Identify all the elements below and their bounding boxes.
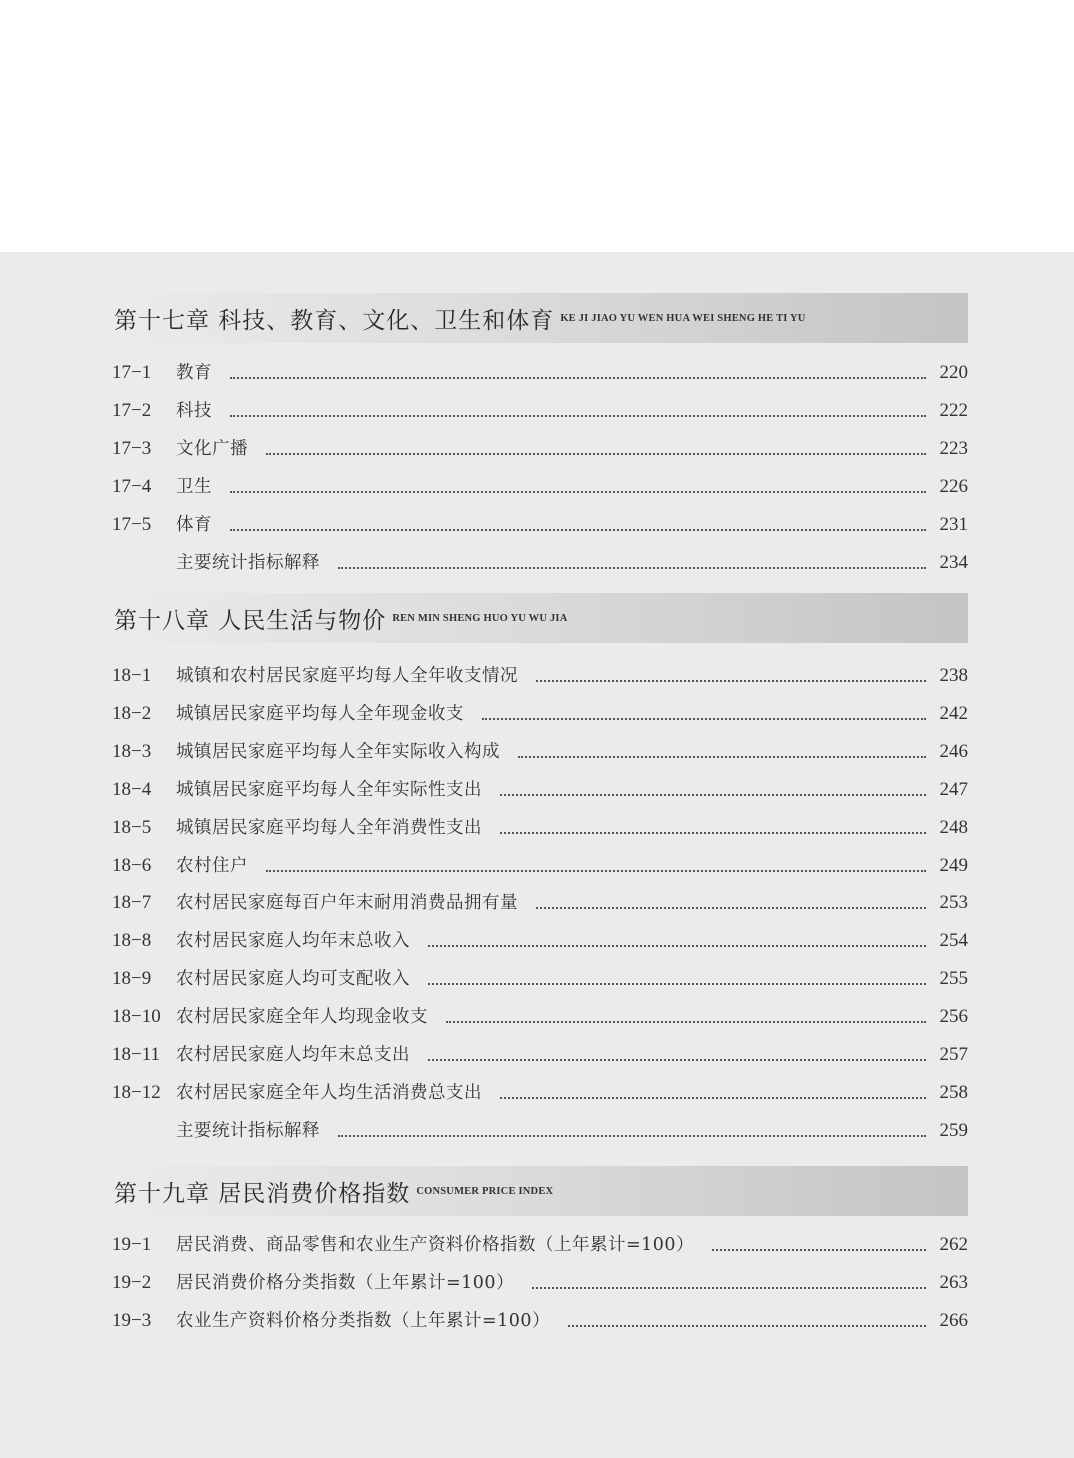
entry-number: 18−11 — [112, 1044, 161, 1065]
toc-entry[interactable] — [112, 854, 968, 878]
entry-number: 18−5 — [112, 817, 152, 838]
entry-title: 城镇居民家庭平均每人全年消费性支出 — [176, 818, 482, 838]
entry-number: 17−1 — [112, 362, 152, 383]
entry-page: 262 — [939, 1234, 968, 1255]
entry-title: 主要统计指标解释 — [176, 553, 320, 573]
dot-leader — [338, 1135, 926, 1137]
dot-leader — [230, 377, 926, 379]
entry-page: 220 — [939, 362, 968, 383]
top-blank-margin — [0, 0, 1074, 252]
dot-leader — [482, 718, 926, 720]
entry-title: 卫生 — [176, 477, 212, 497]
entry-title: 教育 — [176, 363, 212, 383]
chapter-title-en: CONSUMER PRICE INDEX — [416, 1185, 554, 1197]
entry-number: 19−3 — [112, 1310, 152, 1331]
dot-leader — [428, 983, 926, 985]
entry-page: 253 — [939, 892, 968, 913]
dot-leader — [338, 567, 926, 569]
toc-entry[interactable] — [112, 1119, 968, 1143]
entry-number: 18−7 — [112, 892, 152, 913]
entry-number: 18−9 — [112, 968, 152, 989]
dot-leader — [536, 680, 926, 682]
toc-entry[interactable] — [112, 664, 968, 688]
toc-entry[interactable] — [112, 1309, 968, 1333]
entry-title: 农业生产资料价格分类指数（上年累计=100） — [176, 1311, 551, 1331]
dot-leader — [568, 1325, 926, 1327]
entry-page: 258 — [939, 1082, 968, 1103]
entry-number: 18−12 — [112, 1082, 161, 1103]
entry-page: 222 — [939, 400, 968, 421]
entry-page: 254 — [939, 930, 968, 951]
entry-number: 18−1 — [112, 665, 152, 686]
toc-entry[interactable] — [112, 891, 968, 915]
entry-title: 农村居民家庭人均年末总收入 — [176, 931, 410, 951]
entry-number: 18−10 — [112, 1006, 161, 1027]
entry-page: 238 — [939, 665, 968, 686]
entry-title: 农村居民家庭全年人均现金收支 — [176, 1007, 428, 1027]
toc-entry[interactable] — [112, 1233, 968, 1257]
entry-page: 249 — [939, 855, 968, 876]
entry-number: 19−2 — [112, 1272, 152, 1293]
entry-title: 体育 — [176, 515, 212, 535]
entry-number: 17−4 — [112, 476, 152, 497]
entry-title: 农村住户 — [176, 856, 248, 876]
entry-page: 263 — [939, 1272, 968, 1293]
entry-number: 18−8 — [112, 930, 152, 951]
entry-number: 18−4 — [112, 779, 152, 800]
dot-leader — [428, 1059, 926, 1061]
entry-number: 18−3 — [112, 741, 152, 762]
entry-page: 257 — [939, 1044, 968, 1065]
dot-leader — [500, 794, 926, 796]
entry-page: 266 — [939, 1310, 968, 1331]
chapter-18-header — [108, 593, 968, 643]
chapter-title-en: KE JI JIAO YU WEN HUA WEI SHENG HE TI YU — [560, 312, 806, 324]
dot-leader — [266, 453, 926, 455]
entry-number: 17−3 — [112, 438, 152, 459]
entry-number: 18−6 — [112, 855, 152, 876]
dot-leader — [536, 907, 926, 909]
dot-leader — [712, 1249, 926, 1251]
toc-entry[interactable] — [112, 778, 968, 802]
toc-entry[interactable] — [112, 1081, 968, 1105]
toc-entry[interactable] — [112, 1271, 968, 1295]
dot-leader — [230, 415, 926, 417]
toc-entry[interactable] — [112, 437, 968, 461]
chapter-title-cn: 第十七章 科技、教育、文化、卫生和体育 — [114, 307, 555, 334]
toc-entry[interactable] — [112, 967, 968, 991]
dot-leader — [428, 945, 926, 947]
entry-page: 256 — [939, 1006, 968, 1027]
chapter-title-en: REN MIN SHENG HUO YU WU JIA — [392, 612, 568, 624]
entry-page: 226 — [939, 476, 968, 497]
entry-title: 居民消费、商品零售和农业生产资料价格指数（上年累计=100） — [176, 1235, 695, 1255]
entry-page: 223 — [939, 438, 968, 459]
entry-title: 农村居民家庭每百户年末耐用消费品拥有量 — [176, 893, 518, 913]
entry-page: 242 — [939, 703, 968, 724]
dot-leader — [518, 756, 926, 758]
toc-entry[interactable] — [112, 361, 968, 385]
toc-entry[interactable] — [112, 513, 968, 537]
entry-title: 城镇居民家庭平均每人全年实际收入构成 — [176, 742, 500, 762]
entry-title: 城镇和农村居民家庭平均每人全年收支情况 — [176, 666, 518, 686]
entry-title: 科技 — [176, 401, 212, 421]
toc-entry[interactable] — [112, 816, 968, 840]
entry-page: 231 — [939, 514, 968, 535]
entry-title: 农村居民家庭人均可支配收入 — [176, 969, 410, 989]
dot-leader — [500, 832, 926, 834]
toc-entry[interactable] — [112, 740, 968, 764]
dot-leader — [446, 1021, 926, 1023]
toc-entry[interactable] — [112, 475, 968, 499]
toc-entry[interactable] — [112, 399, 968, 423]
entry-page: 246 — [939, 741, 968, 762]
entry-title: 文化广播 — [176, 439, 248, 459]
toc-entry[interactable] — [112, 1043, 968, 1067]
dot-leader — [532, 1287, 926, 1289]
entry-number: 19−1 — [112, 1234, 152, 1255]
entry-page: 259 — [939, 1120, 968, 1141]
entry-number: 17−2 — [112, 400, 152, 421]
dot-leader — [230, 529, 926, 531]
entry-number: 18−2 — [112, 703, 152, 724]
entry-title: 主要统计指标解释 — [176, 1121, 320, 1141]
toc-entry[interactable] — [112, 929, 968, 953]
chapter-19-header — [108, 1166, 968, 1216]
entry-number: 17−5 — [112, 514, 152, 535]
entry-title: 农村居民家庭全年人均生活消费总支出 — [176, 1083, 482, 1103]
toc-entry[interactable] — [112, 702, 968, 726]
entry-page: 247 — [939, 779, 968, 800]
chapter-17-header — [108, 293, 968, 343]
entry-page: 255 — [939, 968, 968, 989]
entry-title: 居民消费价格分类指数（上年累计=100） — [176, 1273, 515, 1293]
toc-entry[interactable] — [112, 1005, 968, 1029]
entry-title: 城镇居民家庭平均每人全年实际性支出 — [176, 780, 482, 800]
dot-leader — [266, 870, 926, 872]
dot-leader — [230, 491, 926, 493]
entry-title: 城镇居民家庭平均每人全年现金收支 — [176, 704, 464, 724]
toc-entry[interactable] — [112, 551, 968, 575]
entry-title: 农村居民家庭人均年末总支出 — [176, 1045, 410, 1065]
chapter-title-cn: 第十八章 人民生活与物价 — [114, 607, 387, 634]
entry-page: 234 — [939, 552, 968, 573]
chapter-title-cn: 第十九章 居民消费价格指数 — [114, 1180, 411, 1207]
dot-leader — [500, 1097, 926, 1099]
entry-page: 248 — [939, 817, 968, 838]
